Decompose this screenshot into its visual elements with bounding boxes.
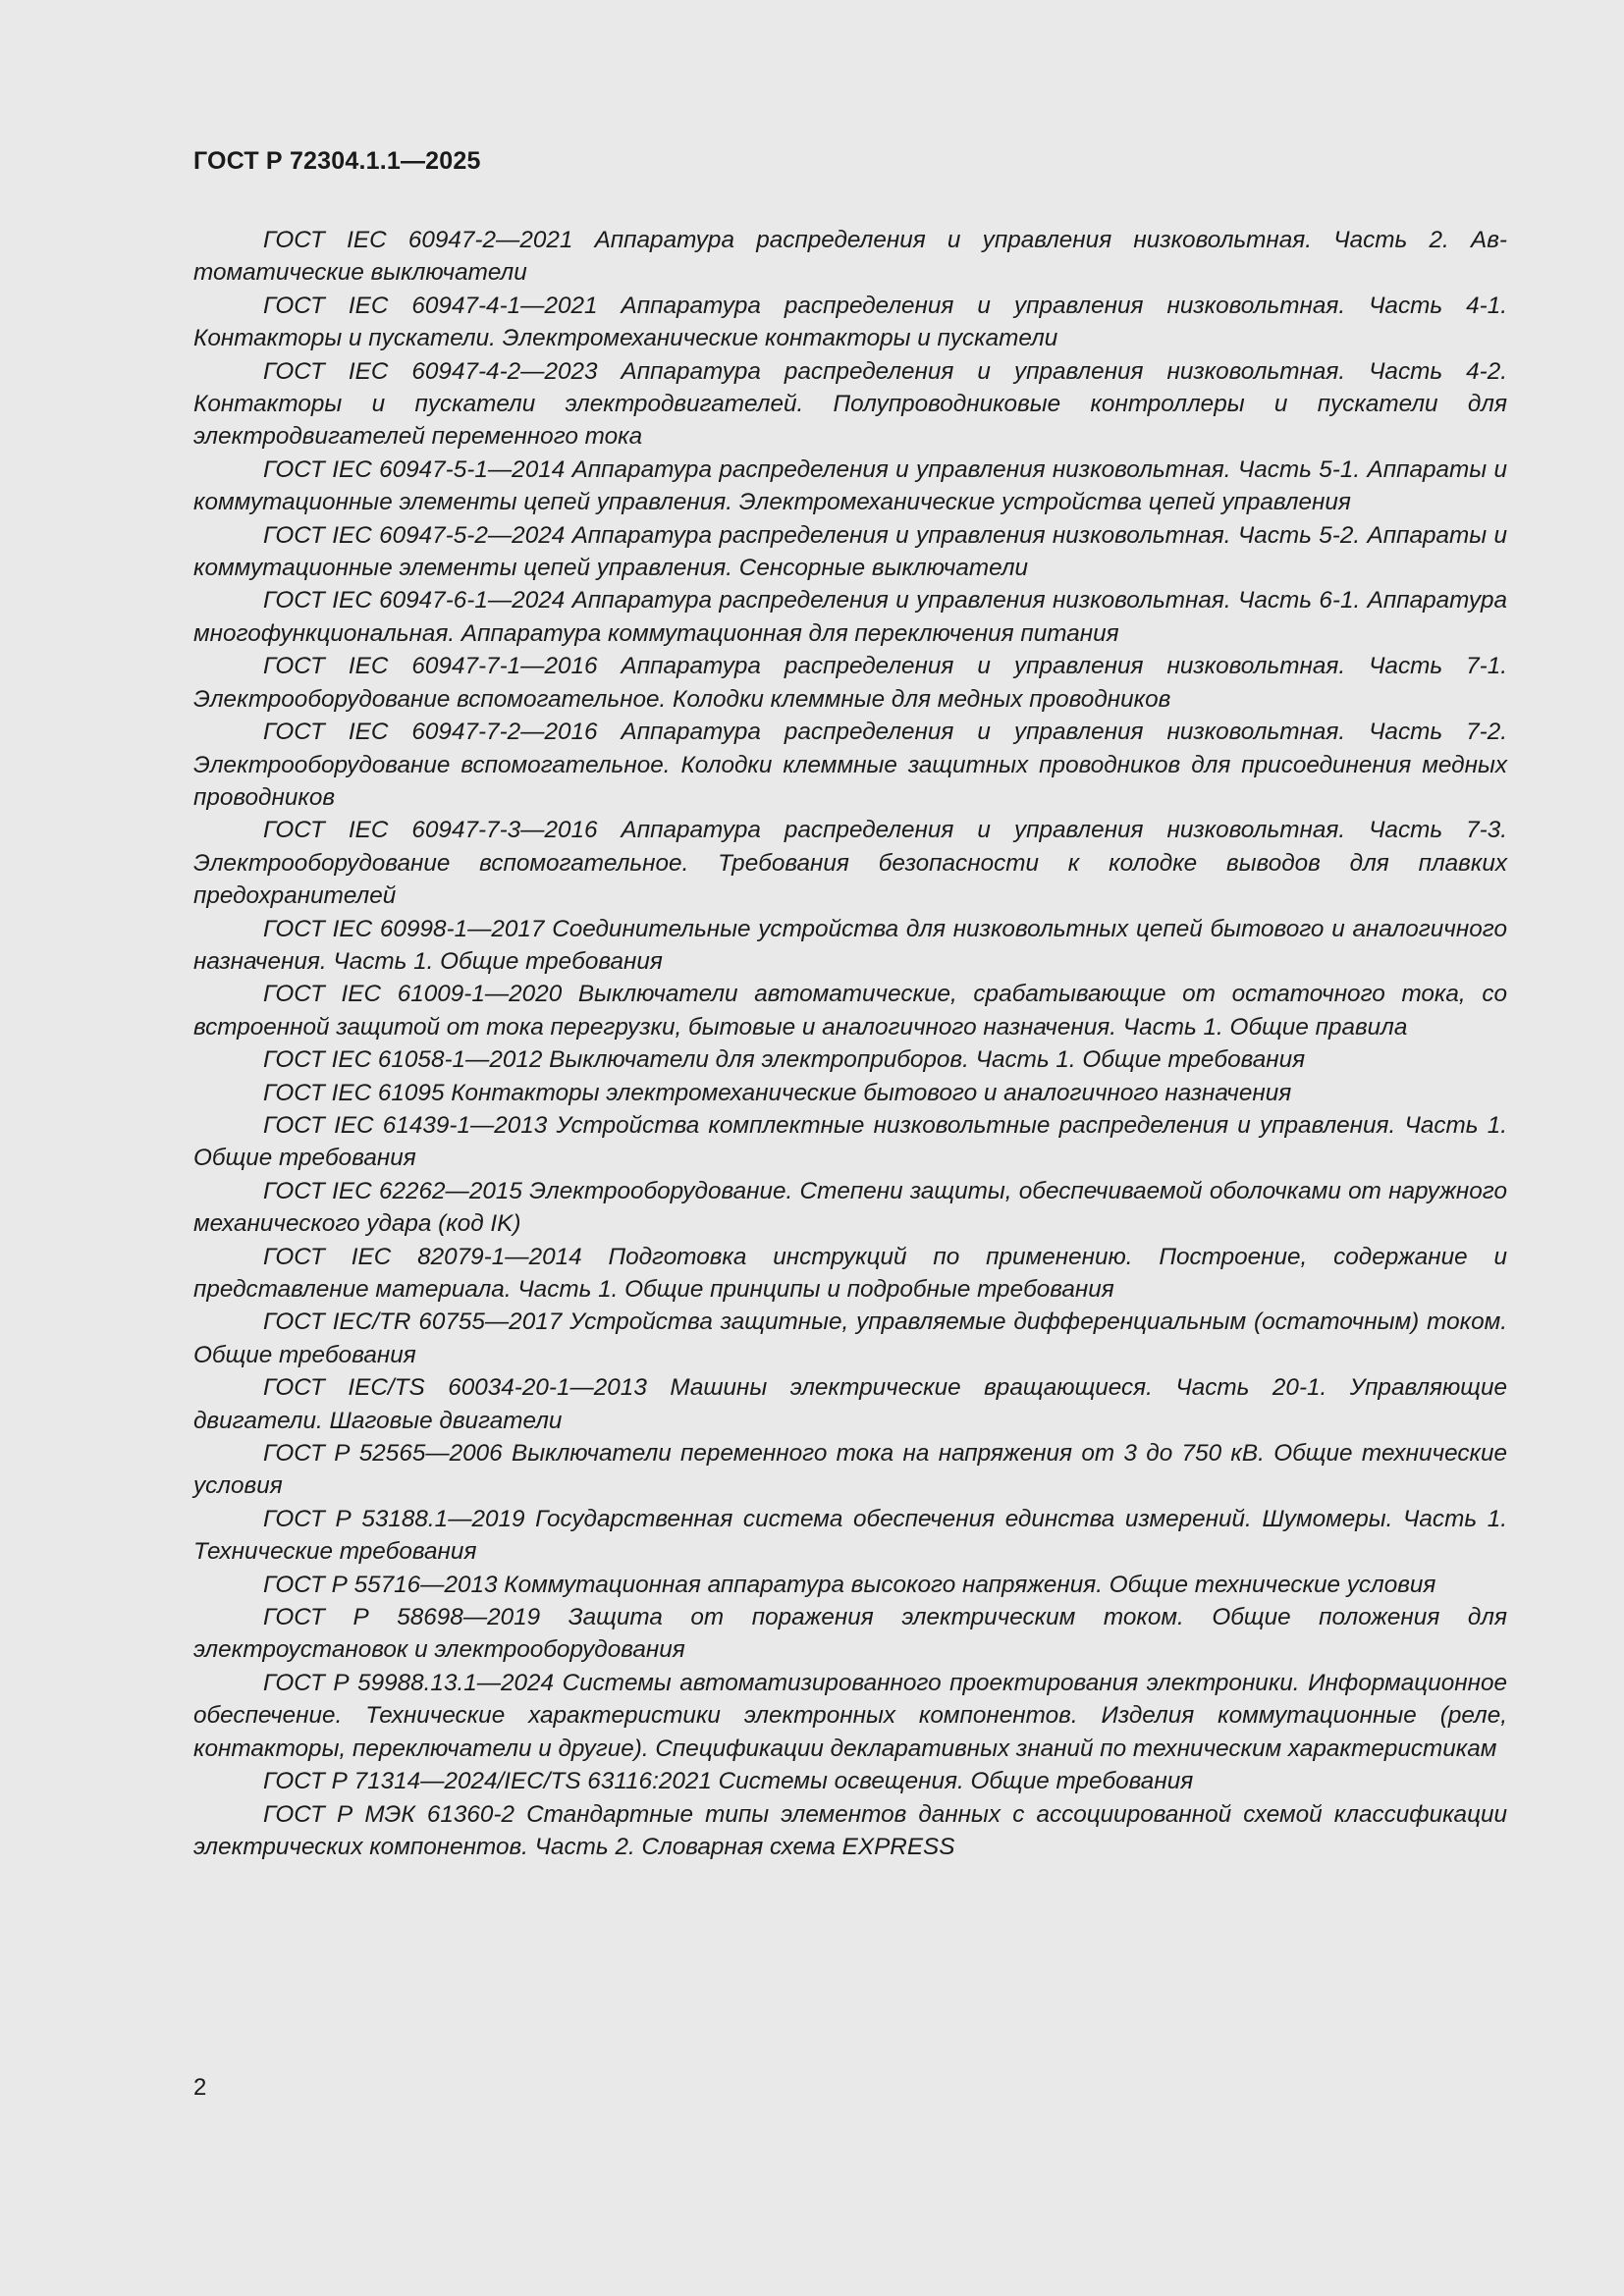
reference-item: ГОСТ IEC 61439-1—2013 Устройства комплектные низковольтные распределения и управления. Часть 1. Общие требования: [193, 1111, 1507, 1172]
reference-item: ГОСТ Р 52565—2006 Выключатели переменного тока на напряжения от 3 до 750 кВ. Общие технические условия: [193, 1440, 1507, 1500]
document-code-header: ГОСТ Р 72304.1.1—2025: [193, 147, 481, 175]
reference-item: ГОСТ IEC 60947-4-1—2021 Аппаратура распределения и управления низковольтная. Часть 4-1. Контакторы и пускатели. Электромеханические контакторы и пускатели: [193, 292, 1507, 352]
reference-item: ГОСТ Р 71314—2024/IEC/TS 63116:2021 Системы освещения. Общие требования: [263, 1768, 1194, 1795]
reference-item: ГОСТ IEC 60947-5-2—2024 Аппаратура распределения и управления низковольтная. Часть 5-2. Аппараты и коммутационные элементы цепей управления. Сенсорные выключатели: [193, 521, 1507, 582]
reference-item: ГОСТ IEC 60947-5-1—2014 Аппаратура распределения и управления низковольтная. Часть 5-1. Аппараты и коммутационные элементы цепей управления. Электромеханические устройства цепей управления: [193, 455, 1507, 516]
reference-item: ГОСТ Р 59988.13.1—2024 Системы автоматизированного проектирования электроники. Информационное обеспечение. Технические характеристики электронных компонентов. Изделия коммутационные (реле, контакторы, переключатели и другие). Спецификации декларативных знаний по техническим характеристикам: [193, 1669, 1507, 1762]
reference-item: ГОСТ IEC 60947-4-2—2023 Аппаратура распределения и управления низковольтная. Часть 4-2. Контакторы и пускатели электродвигателей. Полупроводниковые контроллеры и пускатели для электродвигателей переменного тока: [193, 357, 1507, 451]
reference-item: ГОСТ Р МЭК 61360-2 Стандартные типы элементов данных с ассоциированной схемой классификации электрических компонентов. Часть 2. Словарная схема EXPRESS: [193, 1800, 1507, 1860]
reference-item: ГОСТ IEC 61009-1—2020 Выключатели автоматические, срабатывающие от остаточного тока, со встроенной защитой от тока перегрузки, бытовые и аналогичного назначения. Часть 1. Общие правила: [193, 981, 1507, 1041]
reference-item: ГОСТ Р 53188.1—2019 Государственная система обеспечения единства измерений. Шумомеры. Часть 1. Технические требования: [193, 1505, 1507, 1566]
reference-item: ГОСТ IEC 60947-7-3—2016 Аппаратура распределения и управления низковольтная. Часть 7-3. Электрооборудование вспомогательное. Требования безопасности к колодке выводов для плавких предохранителей: [193, 817, 1507, 910]
reference-item: ГОСТ IEC 60947-6-1—2024 Аппаратура распределения и управления низковольтная. Часть 6-1. Аппаратура многофункциональная. Аппаратура коммутационная для переключения питания: [193, 587, 1507, 647]
page-number: 2: [193, 2074, 207, 2101]
reference-item: ГОСТ Р 55716—2013 Коммутационная аппаратура высокого напряжения. Общие технические условия: [263, 1571, 1436, 1598]
reference-item: ГОСТ IEC/TS 60034-20-1—2013 Машины электрические вращающиеся. Часть 20-1. Управляющие двигатели. Шаговые двигатели: [193, 1374, 1507, 1434]
reference-item: ГОСТ IEC 62262—2015 Электрооборудование. Степени защиты, обеспечиваемой оболочками от наружного механического удара (код IK): [193, 1177, 1507, 1238]
normative-references-list: [193, 224, 1507, 1863]
reference-item: ГОСТ IEC 61095 Контакторы электромеханические бытового и аналогичного назначения: [263, 1079, 1292, 1106]
reference-item: ГОСТ IEC 60947-2—2021 Аппаратура распределения и управления низковольтная. Часть 2. Автоматические выключатели: [193, 227, 1507, 287]
reference-item: ГОСТ IEC 60998-1—2017 Соединительные устройства для низковольтных цепей бытового и аналогичного назначения. Часть 1. Общие требования: [193, 915, 1507, 975]
reference-item: ГОСТ IEC 60947-7-2—2016 Аппаратура распределения и управления низковольтная. Часть 7-2. Электрооборудование вспомогательное. Колодки клеммные защитных проводников для присоединения медных проводников: [193, 719, 1507, 811]
reference-item: ГОСТ IEC 61058-1—2012 Выключатели для электроприборов. Часть 1. Общие требования: [263, 1046, 1306, 1074]
reference-item: ГОСТ Р 58698—2019 Защита от поражения электрическим током. Общие положения для электроустановок и электрооборудования: [193, 1604, 1507, 1664]
reference-item: ГОСТ IEC 82079-1—2014 Подготовка инструкций по применению. Построение, содержание и представление материала. Часть 1. Общие принципы и подробные требования: [193, 1243, 1507, 1303]
reference-item: ГОСТ IEC/TR 60755—2017 Устройства защитные, управляемые дифференциальным (остаточным) током. Общие требования: [193, 1308, 1507, 1368]
reference-item: ГОСТ IEC 60947-7-1—2016 Аппаратура распределения и управления низковольтная. Часть 7-1. Электрооборудование вспомогательное. Колодки клеммные для медных проводников: [193, 653, 1507, 713]
